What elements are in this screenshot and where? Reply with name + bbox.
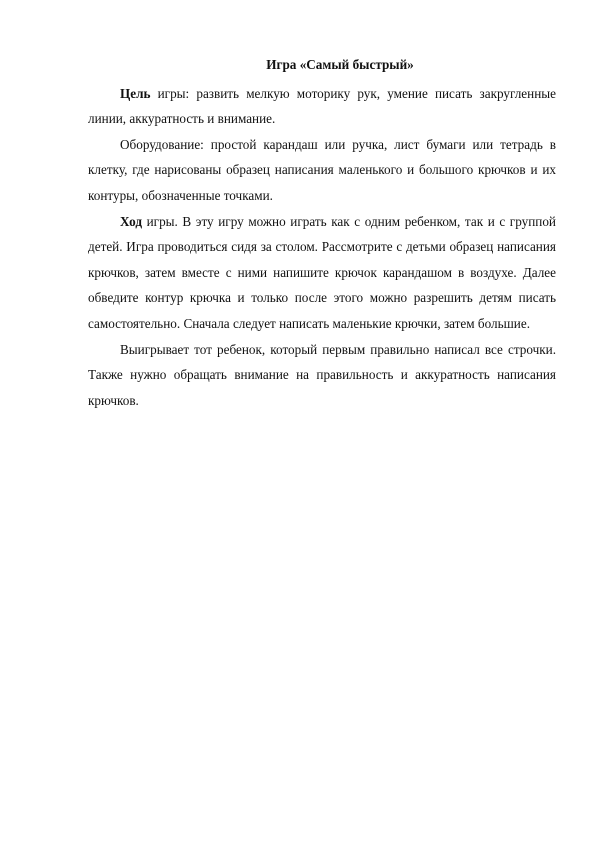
document-title: Игра «Самый быстрый» [266,57,414,72]
paragraph-winner [88,337,556,414]
paragraph-goal-text: игры: развить мелкую моторику рук, умение писать закругленные линии, аккуратность и внимание. [88,85,556,127]
paragraph-goal-lead: Цель [120,85,151,101]
paragraph-procedure-lead: Ход [120,213,143,229]
paragraph-equipment-text: Оборудование: простой карандаш или ручка, лист бумаги или тетрадь в клетку, где нарисованы образец написания маленького и большого крючков и их контуры, обозначенные точками. [88,136,556,203]
paragraph-goal [88,81,556,132]
paragraph-procedure [88,209,556,337]
paragraph-winner-text: Выигрывает тот ребенок, который первым правильно написал все строчки. Также нужно обращать внимание на правильность и аккуратность написания крючков. [88,341,556,408]
paragraph-procedure-text: игры. В эту игру можно играть как с одним ребенком, так и с группой детей. Игра проводиться сидя за столом. Рассмотрите с детьми образец написания крючков, затем вместе с ними напишите крючок карандашом в воздухе. Далее обведите контур крючка и только после этого можно разрешить детям писать самостоятельно. Сначала следует написать маленькие крючки, затем большие. [88,213,556,331]
paragraph-equipment [88,132,556,209]
document-body [88,52,556,413]
